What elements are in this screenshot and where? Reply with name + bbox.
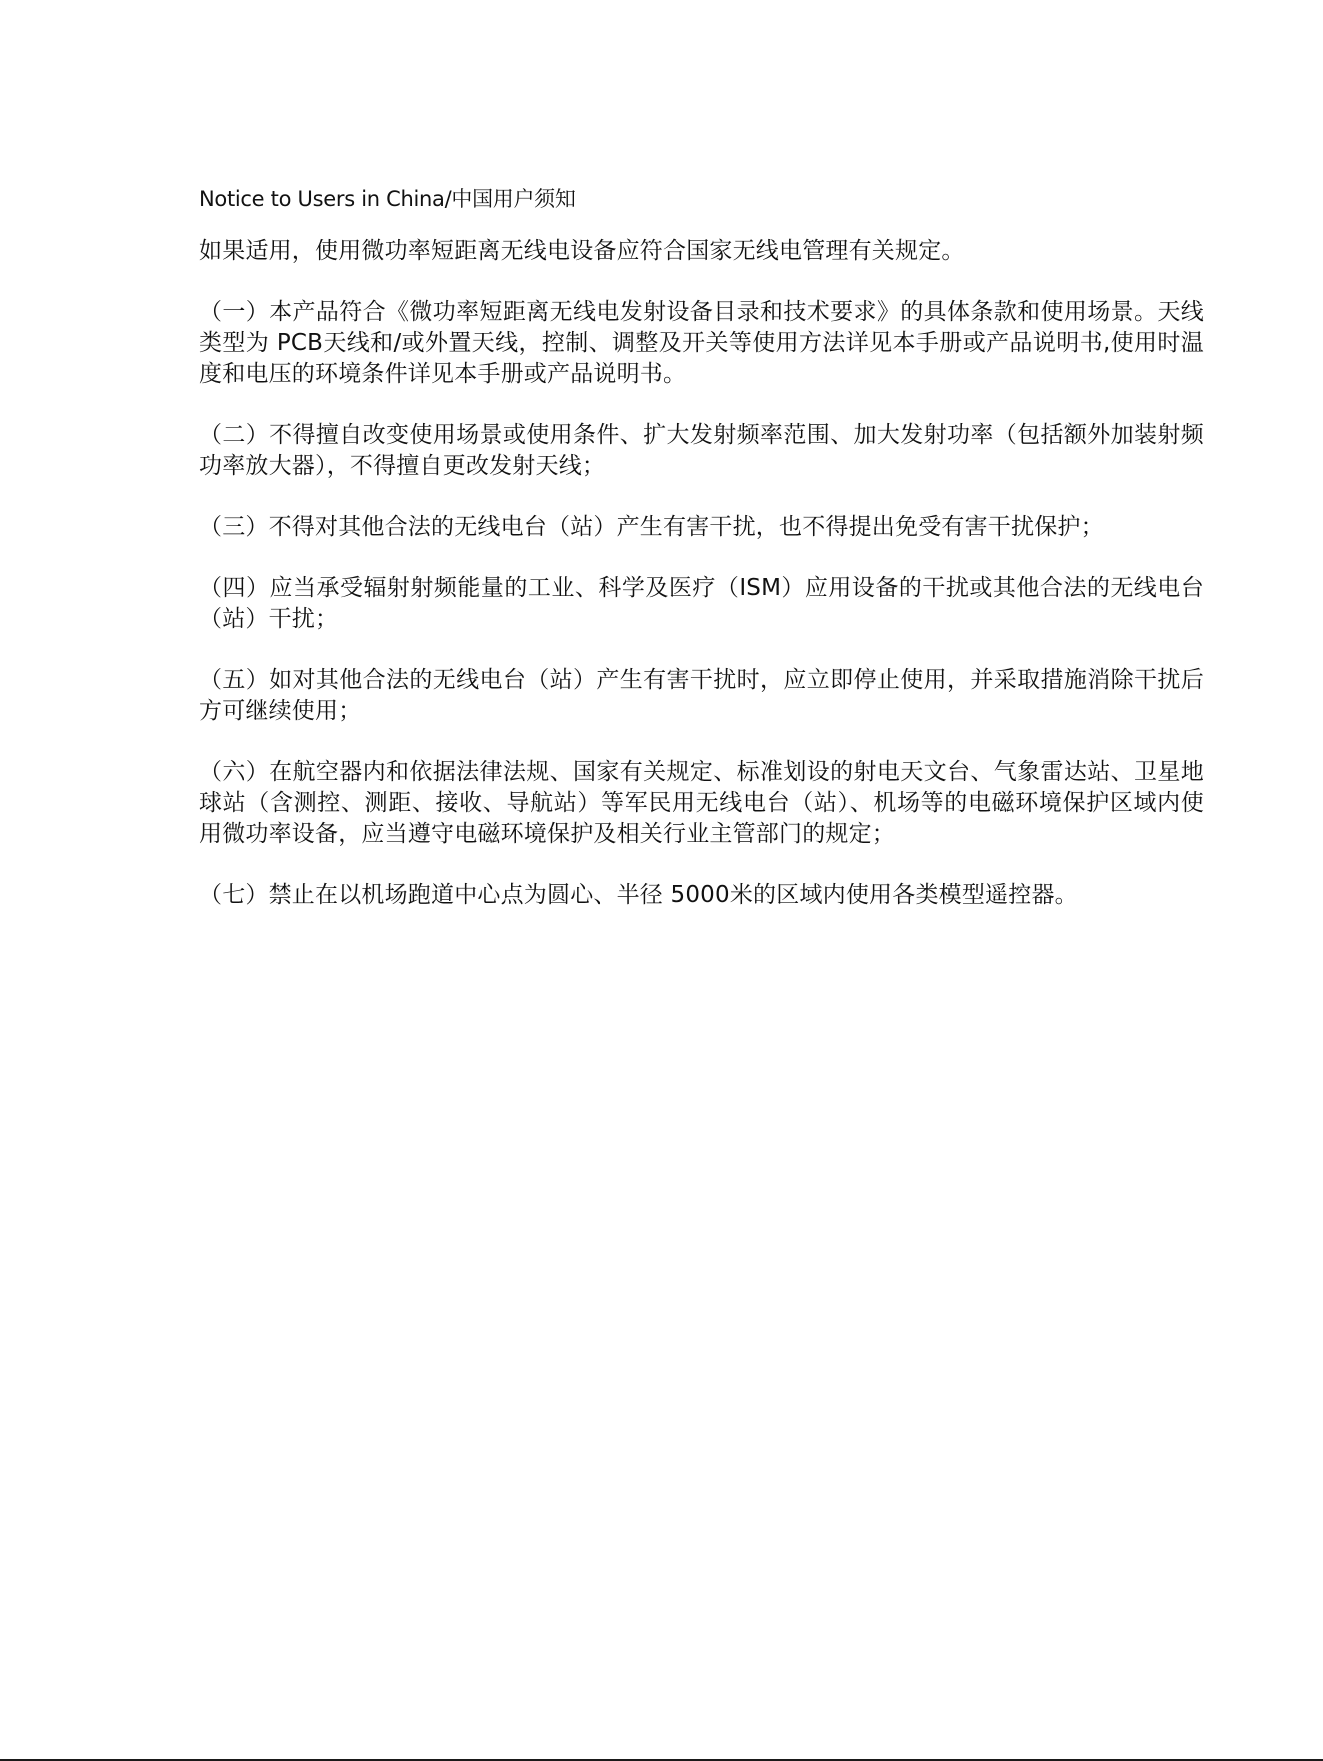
intro-paragraph: 如果适用，使用微功率短距离无线电设备应符合国家无线电管理有关规定。 [199, 238, 965, 264]
clause-3-paragraph: （三）不得对其他合法的无线电台（站）产生有害干扰，也不得提出免受有害干扰保护； [199, 514, 1104, 540]
notice-content [199, 182, 1204, 941]
clause-2-paragraph: （二）不得擅自改变使用场景或使用条件、扩大发射频率范围、加大发射功率（包括额外加装射频功率放大器），不得擅自更改发射天线； [199, 422, 1204, 479]
clause-6-paragraph: （六）在航空器内和依据法律法规、国家有关规定、标准划设的射电天文台、气象雷达站、卫星地球站（含测控、测距、接收、导航站）等军民用无线电台（站）、机场等的电磁环境保护区域内使用微功率设备，应当遵守电磁环境保护及相关行业主管部门的规定； [199, 759, 1204, 847]
clause-7-paragraph: （七）禁止在以机场跑道中心点为圆心、半径 5000米的区域内使用各类模型遥控器。 [199, 882, 1078, 908]
clause-4-paragraph: （四）应当承受辐射射频能量的工业、科学及医疗（ISM）应用设备的干扰或其他合法的无线电台（站）干扰； [199, 575, 1204, 632]
clause-1-paragraph: （一）本产品符合《微功率短距离无线电发射设备目录和技术要求》的具体条款和使用场景。天线类型为 PCB天线和/或外置天线，控制、调整及开关等使用方法详见本手册或产品说明书,使用时温度和电压的环境条件详见本手册或产品说明书。 [199, 299, 1204, 387]
notice-heading: Notice to Users in China/中国用户须知 [199, 187, 576, 211]
clause-5-paragraph: （五）如对其他合法的无线电台（站）产生有害干扰时，应立即停止使用，并采取措施消除干扰后方可继续使用； [199, 667, 1204, 724]
